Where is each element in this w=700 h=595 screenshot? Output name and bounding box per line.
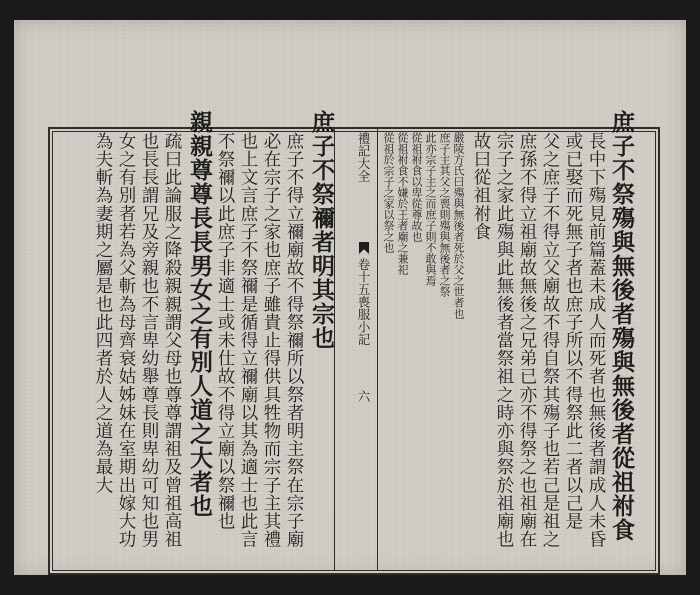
right-body-col-5: 宗子之家此殤與此無後者當祭祖之時亦與祭於祖廟也 [494, 132, 514, 549]
center-book-title: 禮記大全 [356, 132, 371, 182]
section-heading-2: 親親尊尊長長男女之有別人道之大者也 [186, 110, 213, 518]
left-body-col-2: 必在宗子之家也庶子雖貴止得供具牲物而宗子主其禮 [261, 132, 281, 549]
right-body-col-4: 庶孫不得立祖廟故無後之兄弟已亦不得祭之也祖廟在 [517, 132, 537, 549]
left-body-col-3: 也上文言庶子不祭禰是循得立禰廟以其為適士也此言 [238, 132, 258, 549]
paper-sheet [14, 20, 686, 575]
annotation-col-4: 從祖祔食以卑從尊故也 [410, 132, 423, 242]
left-body-col-4: 不祭禰以此庶子非適士或未仕故不得立廟以祭禰也 [215, 132, 235, 531]
right-body-col-2: 或已娶而死無子者也庶子所以不得祭此二者以己是 [563, 132, 583, 531]
left-body-col-7: 女之有別者若為父斬為母齊衰姑姊妹在室期出嫁大功 [116, 132, 136, 549]
center-page-number: 六 [356, 390, 371, 403]
right-body-col-6: 故曰從祖祔食 [471, 132, 491, 241]
annotation-col-5: 從祖祔食不嫌於王者廟之兼祀 [396, 132, 409, 275]
main-title: 庶子不祭殤與無後者殤與無後者從祖祔食 [608, 110, 635, 542]
left-body-col-1: 庶子不得立禰廟故不得祭禰所以祭者明主祭在宗子廟 [284, 132, 304, 549]
center-chapter: 卷十五喪服小記 [356, 258, 371, 346]
annotation-col-2: 庶子主其父之喪則殤與無後者之祭 [438, 132, 451, 297]
section-heading-1: 庶子不祭禰者明其宗也 [308, 110, 335, 350]
annotation-col-6: 從祖於宗子之家以祭之也 [382, 132, 395, 253]
left-body-col-5: 疏曰此論服之降殺親親謂父母也尊尊謂祖及曾祖高祖 [162, 132, 182, 549]
right-body-col-3: 父之庶子不得立父廟故不得自祭其殤子也若己是祖之 [540, 132, 560, 549]
annotation-col-3: 此亦宗子主之而庶子則不敢與焉 [424, 132, 437, 286]
right-body-col-1: 長中下殤見前篇蓋未成人而死者也無後者謂成人未昏 [586, 132, 606, 549]
annotation-col-1: 嚴陵方氏曰殤與無後者死於父之世者也 [452, 132, 465, 319]
left-body-col-8: 為夫斬為妻期之屬是也此四者於人之道為最大 [93, 132, 113, 494]
left-body-col-6: 也長長謂兄及旁親也不言卑幼舉尊長則卑幼可知也男 [139, 132, 159, 549]
